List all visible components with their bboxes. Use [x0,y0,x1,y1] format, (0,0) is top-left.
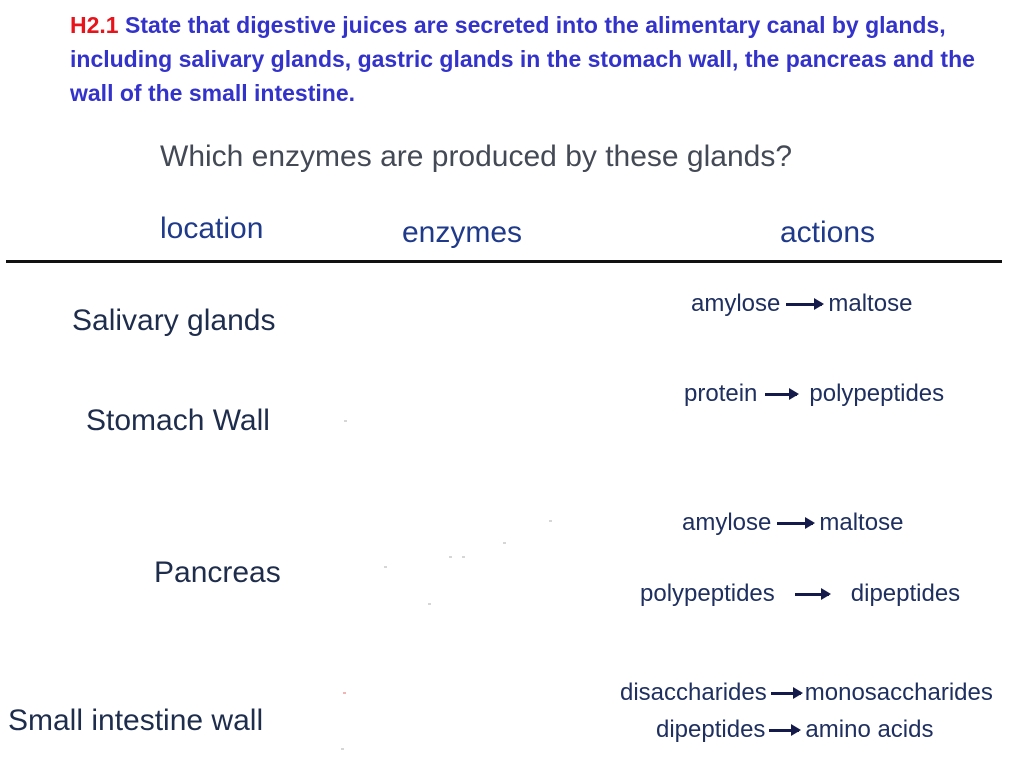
column-header-enzymes: enzymes [402,216,523,249]
action-intestine-dipeptides-amino-acids [656,716,933,744]
arrow-icon [786,303,822,306]
learning-objective [70,8,990,110]
reactant: dipeptides [656,716,766,743]
action-pancreas-polypeptides-dipeptides [640,580,960,608]
arrow-icon [765,393,797,396]
location-salivary-glands: Salivary glands [72,304,276,337]
arrow-icon [795,593,829,596]
objective-text: State that digestive juices are secreted into the alimentary canal by glands, including salivary glands, gastric glands in the stomach wall, the pancreas and the wall of the small intestine. [70,12,975,106]
action-intestine-disaccharides-monosaccharides [620,679,993,707]
action-pancreas-amylose-maltose [682,509,903,537]
reactant: disaccharides [620,679,767,706]
location-small-intestine-wall: Small intestine wall [8,704,264,737]
objective-code: H2.1 [70,12,119,38]
header-divider [6,260,1002,263]
reactant: amylose [682,509,772,536]
reactant: polypeptides [640,580,775,607]
action-salivary-amylose-maltose [691,290,912,318]
product: amino acids [805,716,934,743]
location-stomach-wall: Stomach Wall [86,404,270,437]
column-header-actions: actions [780,216,876,249]
product: polypeptides [809,380,945,407]
question-heading: Which enzymes are produced by these glands? [160,140,793,173]
reactant: protein [684,380,758,407]
arrow-icon [771,692,801,695]
product: monosaccharides [804,679,993,706]
location-pancreas: Pancreas [154,556,281,589]
action-stomach-protein-polypeptides [684,380,944,408]
product: dipeptides [850,580,961,607]
arrow-icon [777,522,813,525]
reactant: amylose [691,290,781,317]
arrow-icon [769,729,799,732]
column-header-location: location [160,212,264,245]
product: maltose [819,509,904,536]
product: maltose [828,290,913,317]
